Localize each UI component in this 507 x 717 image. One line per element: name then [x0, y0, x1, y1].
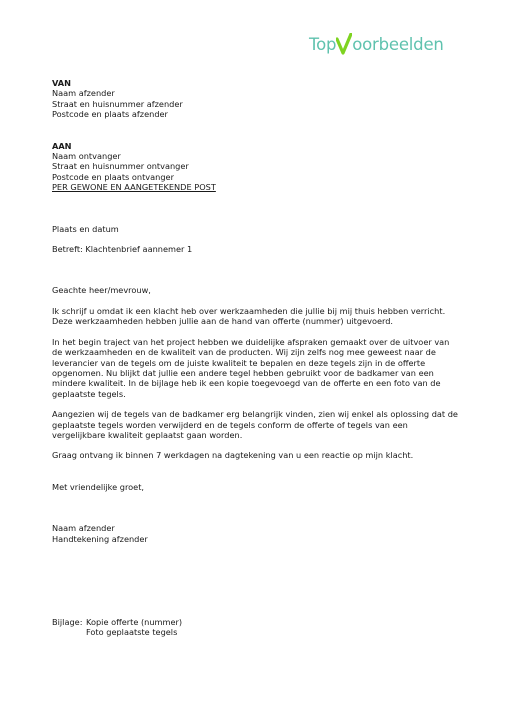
signature-name: Naam afzender [52, 523, 115, 534]
recipient-city: Postcode en plaats ontvanger [52, 171, 174, 182]
paragraph-2: In het begin traject van het project hebben we duidelijke afspraken gemaakt over de uitvoer van de werkzaamheden en de kwaliteit van de producten. Wij zijn zelfs nog mee geweest naar de leverancier van de tegels om de juiste kwaliteit te bepalen en deze tegels zijn in de offerte opgenomen. Nu blijkt dat jullie een andere tegel hebben gebruikt voor de badkamer van een mindere kwaliteit. In de bijlage heb ik een kopie toegevoegd van de offerte en een foto van de geplaatste tegels. [52, 336, 450, 399]
signature-label: Handtekening afzender [52, 533, 148, 544]
sender-street: Straat en huisnummer afzender [52, 98, 183, 109]
topvoorbeelden-logo [309, 30, 444, 54]
logo-text-oorbeelden: oorbeelden [352, 35, 444, 54]
recipient-heading: AAN [52, 140, 72, 151]
sender-city: Postcode en plaats afzender [52, 109, 168, 120]
logo-text-top: Top [309, 35, 337, 54]
subject-line: Betreft: Klachtenbrief aannemer 1 [52, 244, 193, 255]
sender-heading: VAN [52, 78, 71, 88]
place-and-date: Plaats en datum [52, 223, 119, 234]
recipient-block [52, 141, 462, 193]
checkmark-v-icon [336, 33, 352, 55]
paragraph-3: Aangezien wij de tegels van de badkamer erg belangrijk vinden, zien wij enkel als oplossing dat de geplaatste tegels worden verwijderd en de tegels conform de offerte of tegels van een vergelijkbare kwaliteit geplaatst gaan worden. [52, 409, 458, 440]
sender-name: Naam afzender [52, 88, 115, 99]
paragraph-4: Graag ontvang ik binnen 7 werkdagen na dagtekening van u een reactie op mijn klacht. [52, 450, 414, 461]
attachment-item: Foto geplaatste tegels [86, 627, 178, 638]
attachments-label: Bijlage: [52, 616, 83, 627]
delivery-method: PER GEWONE EN AANGETEKENDE POST [52, 182, 216, 193]
letter-body [52, 78, 462, 638]
attachments-block [52, 617, 462, 638]
recipient-name: Naam ontvanger [52, 151, 121, 162]
paragraph-1: Ik schrijf u omdat ik een klacht heb over werkzaamheden die jullie bij mij thuis hebben verricht. Deze werkzaamheden hebben jullie aan de hand van offerte (nummer) uitgevoerd. [52, 305, 446, 327]
attachment-item: Kopie offerte (nummer) [86, 616, 183, 627]
recipient-street: Straat en huisnummer ontvanger [52, 161, 189, 172]
closing: Met vriendelijke groet, [52, 481, 145, 492]
salutation: Geachte heer/mevrouw, [52, 285, 151, 296]
sender-block [52, 78, 462, 120]
